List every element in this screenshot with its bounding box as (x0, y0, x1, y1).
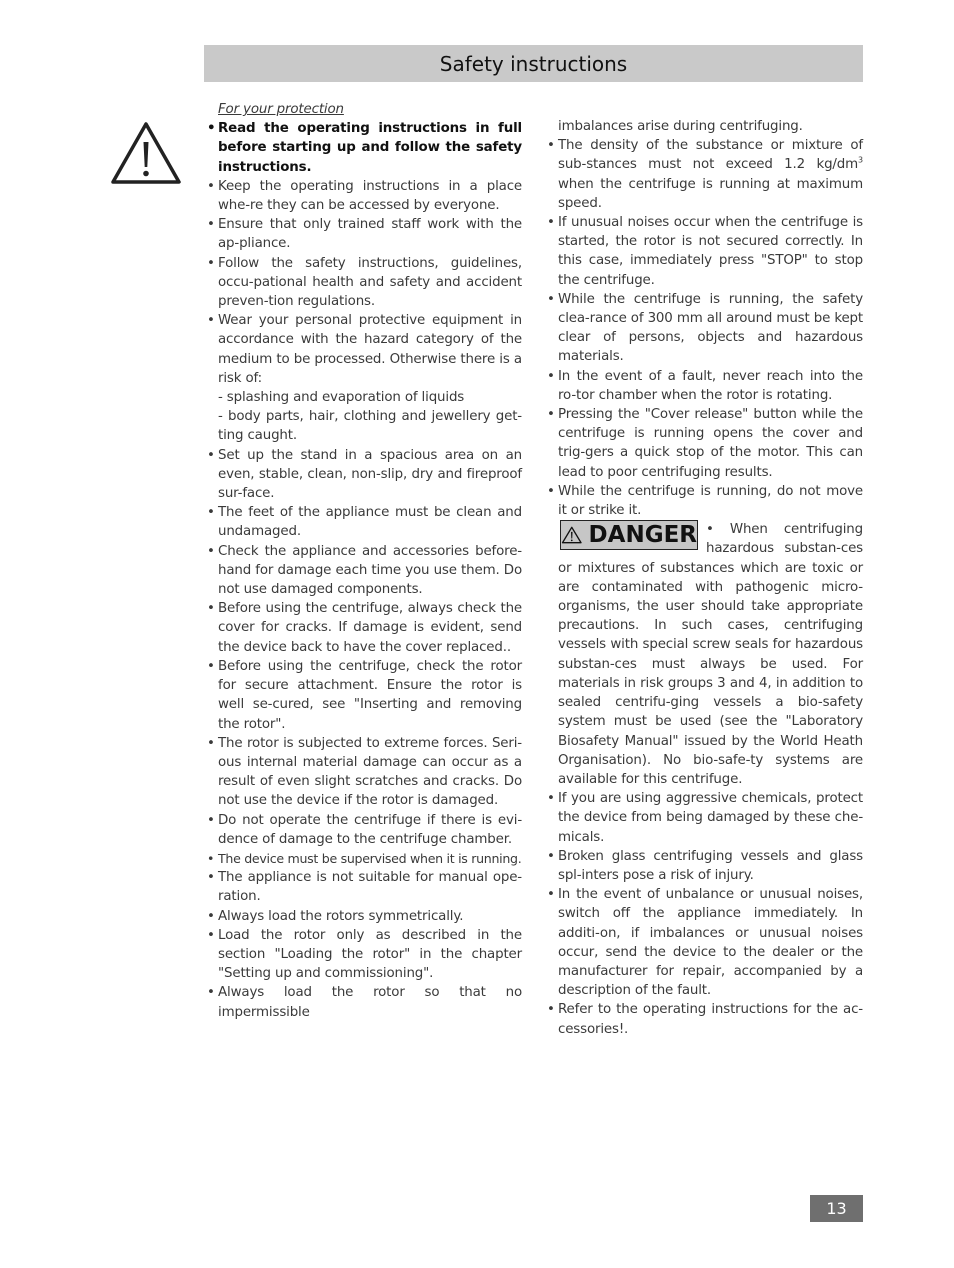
list-item: • Check the appliance and accessories before-hand for damage each time you use them. Do not use damaged components. (205, 542, 522, 600)
list-item: • In the event of a fault, never reach into the ro-tor chamber when the rotor is rotating. (545, 367, 863, 405)
subheading: For your protection (218, 102, 344, 117)
list-item: • Always load the rotor so that no impermissible (205, 983, 522, 1021)
left-column (205, 100, 522, 1022)
danger-label: DANGER (588, 521, 697, 548)
page-number: 13 (810, 1195, 863, 1222)
right-list (545, 117, 863, 1039)
list-item: • Before using the centrifuge, always check the cover for cracks. If damage is evident, send the device back to have the cover replaced.. (205, 599, 522, 657)
list-item: • Do not operate the centrifuge if there is evi-dence of damage to the centrifuge chamber. (205, 811, 522, 849)
danger-item: DANGER • When centrifuging hazardous substan-ces or mixtures of substances which are toxic or are contaminated with pathogenic micro-organisms, the user should take appropriate precautions. In such cases, centrifuging vessels with special screw seals for hazardous substan-ces must always be used. For materials in risk groups 3 and 4, in addition to sealed centrifu-ging vessels a bio-safety system must be used (see the "Laboratory Biosafety Manual" issued by the World Heath Organisation). No bio-safe-ty systems are available for this centrifuge. (558, 521, 863, 787)
list-item: • Load the rotor only as described in the section "Loading the rotor" in the chapter "Setting up and commissioning". (205, 926, 522, 984)
danger-text: When centrifuging hazardous substan-ces or mixtures of substances which are toxic or are contaminated with pathogenic micro-organisms, the user should take appropriate precautions. In such cases, centrifuging vessels with special screw seals for hazardous substan-ces must always be used. For materials in risk groups 3 and 4, in addition to sealed centrifu-ging vessels a bio-safety system must be used (see the "Laboratory Biosafety Manual" issued by the World Heath Organisation). No bio-safe-ty systems are available for this centrifuge. (558, 522, 863, 787)
page-title: Safety instructions (439, 51, 628, 76)
danger-badge (560, 520, 698, 550)
list-item: • Read the operating instructions in full before starting up and follow the safety instructions. (205, 119, 522, 177)
list-item: • While the centrifuge is running, the safety clea-rance of 300 mm all around must be kept clear of persons, objects and hazardous materials. (545, 290, 863, 367)
list-item: • The device must be supervised when it is running. (205, 849, 522, 868)
list-item: • Keep the operating instructions in a place whe-re they can be accessed by everyone. (205, 177, 522, 215)
list-item: • The appliance is not suitable for manual ope-ration. (205, 868, 522, 906)
list-item-text: Wear your personal protective equipment in accordance with the hazard category of the medium to be processed. Otherwise there is a risk of: (218, 313, 522, 386)
density-text: The density of the substance or mixture of sub-stances must not exceed 1.2 kg/dm (558, 138, 863, 173)
warning-triangle-icon (561, 523, 583, 547)
list-item-continuation: imbalances arise during centrifuging. (558, 119, 803, 134)
list-item: • Always load the rotors symmetrically. (205, 907, 522, 926)
density-tail: when the centrifuge is running at maximum speed. (558, 176, 863, 211)
header-bar (204, 45, 863, 82)
list-item: • If you are using aggressive chemicals, protect the device from being damaged by these che-micals. (545, 789, 863, 847)
warning-triangle-icon (110, 120, 182, 186)
list-item: • While the centrifuge is running, do not move it or strike it. (545, 482, 863, 520)
risk-item: - splashing and evaporation of liquids (218, 390, 465, 406)
list-item (545, 136, 863, 213)
list-item: • Before using the centrifuge, check the rotor for secure attachment. Ensure the rotor is well se-cured, see "Inserting and removing the rotor". (205, 657, 522, 734)
list-item: • Set up the stand in a spacious area on an even, stable, clean, non-slip, dry and fireproof sur-face. (205, 446, 522, 504)
list-item: • If unusual noises occur when the centrifuge is started, the rotor is not secured correctly. In this case, immediately press "STOP" to stop the centrifuge. (545, 213, 863, 290)
list-item (205, 311, 522, 445)
list-item: • Refer to the operating instructions for the ac-cessories!. (545, 1000, 863, 1038)
list-item: • Pressing the "Cover release" button while the centrifuge is running opens the cover and trig-gers a quick stop of the motor. This can lead to poor centrifuging results. (545, 405, 863, 482)
right-column (545, 117, 863, 1039)
left-list (205, 119, 522, 1022)
list-item: • The rotor is subjected to extreme forces. Seri-ous internal material damage can occur as a result of even slight scratches and cracks. Do not use the device if the rotor is damaged. (205, 734, 522, 811)
list-item: • Follow the safety instructions, guidelines, occu-pational health and safety and accident preven-tion regulations. (205, 254, 522, 312)
density-superscript: 3 (858, 155, 863, 165)
list-item: • The feet of the appliance must be clean and undamaged. (205, 503, 522, 541)
list-item: • Ensure that only trained staff work with the ap-pliance. (205, 215, 522, 253)
risk-item: - body parts, hair, clothing and jewellery get-ting caught. (218, 409, 522, 444)
list-item: • Broken glass centrifuging vessels and glass spl-inters pose a risk of injury. (545, 847, 863, 885)
list-item: • In the event of unbalance or unusual noises, switch off the appliance immediately. In additi-on, if imbalances or unusual noises occur, send the device to the dealer or the manufacturer for repair, accompanied by a description of the fault. (545, 885, 863, 1000)
